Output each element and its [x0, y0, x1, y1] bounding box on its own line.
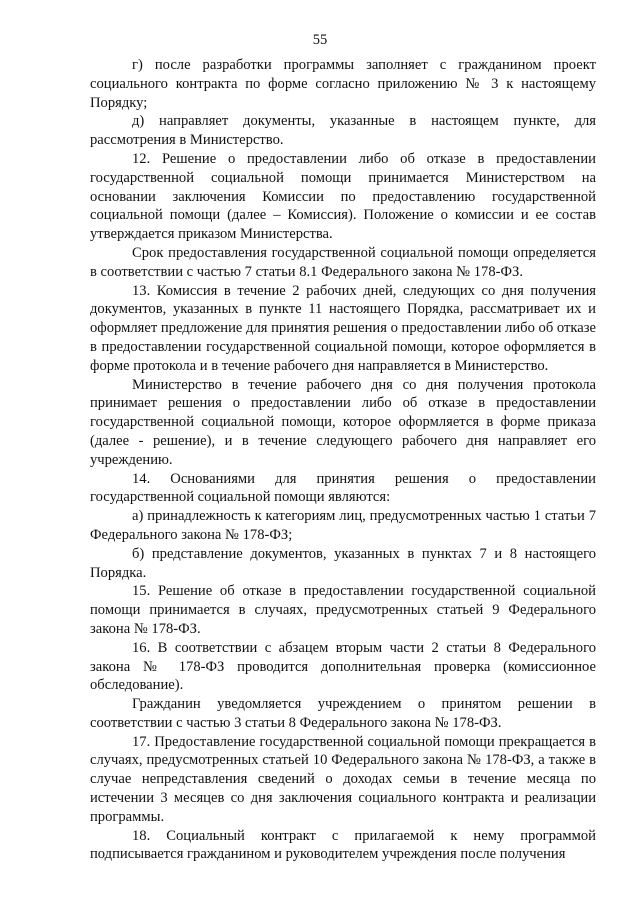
document-body [90, 56, 596, 864]
paragraph-17: 17. Предоставление государственной социальной помощи прекращается в случаях, предусмотренных статьей 10 Федерального закона № 178-ФЗ, а также в случае непредставления сведений о доходах семьи в течение месяца по истечении 3 месяцев со дня заключения социального контракта и реализации программы. [90, 733, 596, 825]
paragraph-a: а) принадлежность к категориям лиц, предусмотренных частью 1 статьи 7 Федерального закона № 178-ФЗ; [90, 508, 596, 543]
paragraph-13: 13. Комиссия в течение 2 рабочих дней, следующих со дня получения документов, указанных в пункте 11 настоящего Порядка, рассматривает их и оформляет предложение для принятия решения о предоставлении либо об отказе в предоставлении государственной социальной помощи, которое оформляется в форме протокола и в течение рабочего дня направляется в Министерство. [90, 282, 596, 374]
paragraph-d: д) направляет документы, указанные в настоящем пункте, для рассмотрения в Министерство. [90, 113, 596, 149]
paragraph-16: 16. В соответствии с абзацем вторым части 2 статьи 8 Федерального закона № 178-ФЗ проводится дополнительная проверка (комиссионное обследование). [90, 639, 596, 694]
paragraph-18: 18. Социальный контракт с прилагаемой к нему программой подписывается гражданином и руководителем учреждения после получения [90, 827, 596, 863]
paragraph-term: Срок предоставления государственной социальной помощи определяется в соответствии с частью 7 статьи 8.1 Федерального закона № 178-ФЗ. [90, 244, 596, 280]
paragraph-14: 14. Основаниями для принятия решения о предоставлении государственной социальной помощи являются: [90, 470, 596, 506]
paragraph-g: г) после разработки программы заполняет с гражданином проект социального контракта по форме согласно приложению № 3 к настоящему Порядку; [90, 57, 596, 111]
paragraph-15: 15. Решение об отказе в предоставлении государственной социальной помощи принимается в случаях, предусмотренных статьей 9 Федерального закона № 178-ФЗ. [90, 583, 596, 637]
paragraph-b: б) представление документов, указанных в пунктах 7 и 8 настоящего Порядка. [90, 545, 596, 581]
paragraph-notification: Гражданин уведомляется учреждением о принятом решении в соответствии с частью 3 статьи 8 Федерального закона № 178-ФЗ. [90, 696, 596, 731]
page-number: 55 [312, 32, 328, 48]
paragraph-12: 12. Решение о предоставлении либо об отказе в предоставлении государственной социальной помощи принимается Министерством на основании заключения Комиссии по предоставлению государственной социальной помощи (далее – Комиссия). Положение о комиссии и ее состав утверждается приказом Министерства. [90, 150, 596, 243]
paragraph-ministry: Министерство в течение рабочего дня со дня получения протокола принимает решения о предоставлении либо об отказе в предоставлении государственной социальной помощи, которое оформляется в форме приказа (далее - решение), и в течение следующего рабочего дня направляет его учреждению. [90, 376, 596, 468]
